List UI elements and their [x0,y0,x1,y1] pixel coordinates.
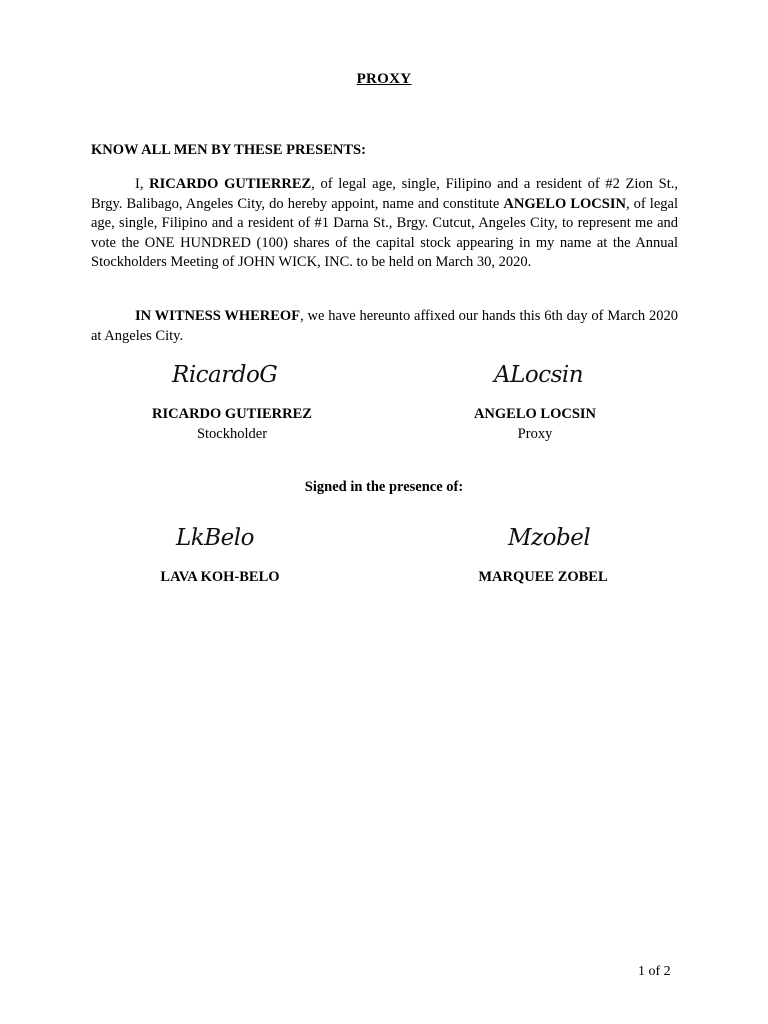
paragraph-text: I, [135,176,150,192]
witness2-signature: Mzobel [508,525,591,551]
page-number: 1 of 2 [638,964,671,979]
proxy-name: ANGELO LOCSIN [473,406,597,422]
witness2-name: MARQUEE ZOBEL [478,569,608,585]
proxy-name-bold: ANGELO LOCSIN [503,195,626,212]
witness-paragraph [91,307,678,346]
document-title: PROXY [356,71,412,87]
appointment-paragraph [91,175,678,273]
paragraph-text: , of legal age, single, Filipino and a resident of #2 Zion St., Brgy. Balibago, Angeles City, do hereby appoint, name and constitute [91,176,678,212]
stockholder-name: RICARDO GUTIERREZ [152,406,312,422]
witness-heading: Signed in the presence of: [304,479,464,495]
paragraph-text: , we have hereunto affixed our hands this 6th day of March 2020 at Angeles City. [91,308,679,344]
proxy-signature: ALocsin [494,362,584,388]
opening-statement: KNOW ALL MEN BY THESE PRESENTS: [91,142,366,158]
paragraph-text: , of legal age, single, Filipino and a resident of #1 Darna St., Brgy. Cutcut, Angeles City, to represent me and vote the ONE HUNDRED (100) shares of the capital stock appearing in my name at the Annual Stockholders Meeting of JOHN WICK, INC. to be held on March 30, 2020. [91,195,678,270]
witness-whereof-bold: IN WITNESS WHEREOF [135,308,301,324]
stockholder-role: Stockholder [196,426,268,442]
stockholder-name-bold: RICARDO GUTIERREZ [149,176,312,192]
witness1-signature: LkBelo [176,525,254,551]
witness1-name: LAVA KOH-BELO [160,569,280,585]
proxy-role: Proxy [517,426,553,442]
stockholder-signature: RicardoG [172,362,278,388]
